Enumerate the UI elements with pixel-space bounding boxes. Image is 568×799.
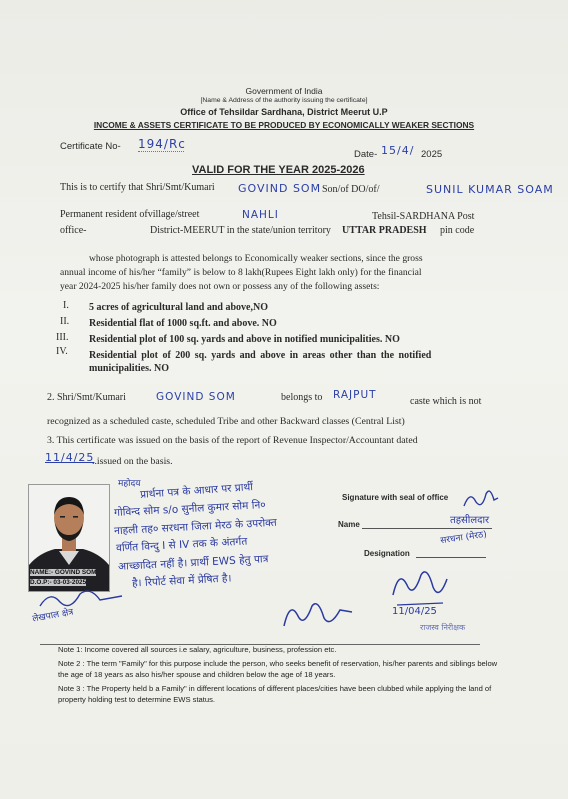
inspector-signature-mark — [278, 598, 358, 632]
authority-note: [Name & Address of the authority issuing the certificate] — [200, 97, 368, 104]
govt-label: Government of India — [245, 86, 323, 96]
officer-signature-mark — [385, 565, 455, 609]
asset-2-num: II. — [60, 316, 70, 327]
para2-prefix: 2. Shri/Smt/Kumari — [47, 392, 126, 403]
father-name: SUNIL KUMAR SOAM — [426, 183, 554, 196]
village-name: NAHLI — [242, 209, 279, 221]
para2-name: GOVIND SOM — [156, 391, 236, 403]
signature-date: 11/04/25 — [392, 606, 437, 617]
hindi-line-5: आच्छादित नहीं है। प्रार्थी EWS हेतु पात्र — [117, 553, 269, 573]
hindi-line-1: प्रार्थना पत्र के आधार पर प्रार्थी — [139, 481, 254, 501]
asset-4-num: IV. — [56, 346, 68, 357]
hindi-line-6: है। रिपोर्ट सेवा में प्रेषित है। — [131, 572, 232, 590]
lekhpal-stamp: लेखपाल क्षेत्र — [31, 607, 75, 625]
hindi-line-0: महोदय — [118, 479, 141, 489]
pincode-label: pin code — [440, 225, 475, 236]
photo-dop: D.O.P:- 03-03-2025 — [30, 579, 87, 586]
note-3a: Note 3 : The Property held b a Family" in different locations of different places/cities have been clubbed while applying the land of — [58, 684, 492, 693]
hindi-line-4: वर्णित विन्दु I से IV तक के अंतर्गत — [115, 535, 248, 555]
revenue-inspector-stamp: राजस्व निरीक्षक — [420, 623, 466, 632]
note-2a: Note 2 : The term "Family" for this purpose include the person, who seeks benefit of reservation, his/her parents and siblings below — [58, 659, 498, 668]
para2-belongs: belongs to — [281, 392, 323, 403]
office-label: office- — [60, 225, 87, 236]
name-label: Name — [338, 520, 360, 529]
para2-line2: recognized as a scheduled caste, scheduled Tribe and other Backward classes (Central List) — [47, 416, 405, 427]
hindi-line-3: नाहली तह० सरधना जिला मेरठ के उपरोक्त — [113, 516, 278, 538]
para1-line1: whose photograph is attested belongs to Economically weaker sections, since the gross — [89, 253, 423, 264]
para3-line2: ..issued on the basis. — [92, 456, 173, 467]
note-1: Note 1: Income covered all sources i.e salary, agriculture, business, profession etc. — [58, 645, 337, 654]
caste-name: RAJPUT — [333, 389, 377, 401]
applicant-photo — [28, 484, 110, 592]
tehsildar-signature-mark — [460, 488, 500, 510]
asset-4-cont: municipalities. NO — [89, 363, 170, 374]
asset-1-text: 5 acres of agricultural land and above,NO — [89, 302, 268, 313]
note-3b: property holding test to determine EWS status. — [58, 695, 216, 704]
asset-2-text: Residential flat of 1000 sq.ft. and above. NO — [89, 318, 277, 329]
date-year: 2025 — [421, 149, 443, 160]
certificate-no-label: Certificate No- — [60, 141, 121, 152]
note-2b: the age of 18 years as also his/her spouse and children below the age of 18 years. — [58, 670, 336, 679]
asset-1-num: I. — [63, 300, 69, 311]
asset-3-num: III. — [56, 332, 69, 343]
certify-prefix: This is to certify that Shri/Smt/Kumari — [60, 182, 215, 193]
signature-seal-label: Signature with seal of office — [342, 493, 449, 502]
state-name: UTTAR PRADESH — [342, 225, 427, 236]
certificate-no-value: 194/Rc — [138, 137, 186, 151]
designation-line — [416, 557, 486, 558]
date-label: Date- — [354, 149, 378, 160]
date-value: 15/4/ — [381, 144, 415, 157]
applicant-name: GOVIND SOM — [238, 182, 322, 195]
certificate-title: INCOME & ASSETS CERTIFICATE TO BE PRODUCED BY ECONOMICALLY WEAKER SECTIONS — [93, 120, 475, 130]
report-date: 11/4/25 — [45, 451, 95, 464]
designation-label: Designation — [364, 549, 410, 558]
tehsil-stamp: सरधना (मेरठ) — [439, 529, 488, 547]
para2-suffix: caste which is not — [410, 396, 482, 407]
office-name: Office of Tehsildar Sardhana, District Meerut U.P — [180, 107, 388, 117]
para1-line2: annual income of his/her “family” is below to 8 lakh(Rupees Eight lakh only) for the financial — [60, 267, 422, 278]
district-label: District-MEERUT in the state/union territory — [150, 225, 331, 236]
para3-line1: 3. This certificate was issued on the basis of the report of Revenue Inspector/Accountant dated — [47, 435, 418, 446]
tehsil-label: Tehsil-SARDHANA Post — [372, 211, 475, 222]
permanent-resident-label: Permanent resident ofvillage/street — [60, 209, 200, 220]
asset-3-text: Residential plot of 100 sq. yards and above in notified municipalities. NO — [89, 334, 400, 345]
tehsildar-stamp: तहसीलदार — [450, 515, 490, 526]
photo-name: NAME:- GOVIND SOM — [30, 569, 97, 576]
son-of-label: Son/of DO/of/ — [322, 184, 380, 195]
asset-4-text: Residential plot of 200 sq. yards and above in areas other than the notified — [89, 350, 432, 361]
para1-line3: year 2024-2025 his/her family does not own or possess any of the following assets: — [60, 281, 380, 292]
hindi-line-2: गोविन्द सोम s/o सुनील कुमार सोम नि० — [113, 499, 267, 519]
lekhpal-signature-mark — [36, 584, 126, 614]
validity-line: VALID FOR THE YEAR 2025-2026 — [192, 164, 365, 176]
